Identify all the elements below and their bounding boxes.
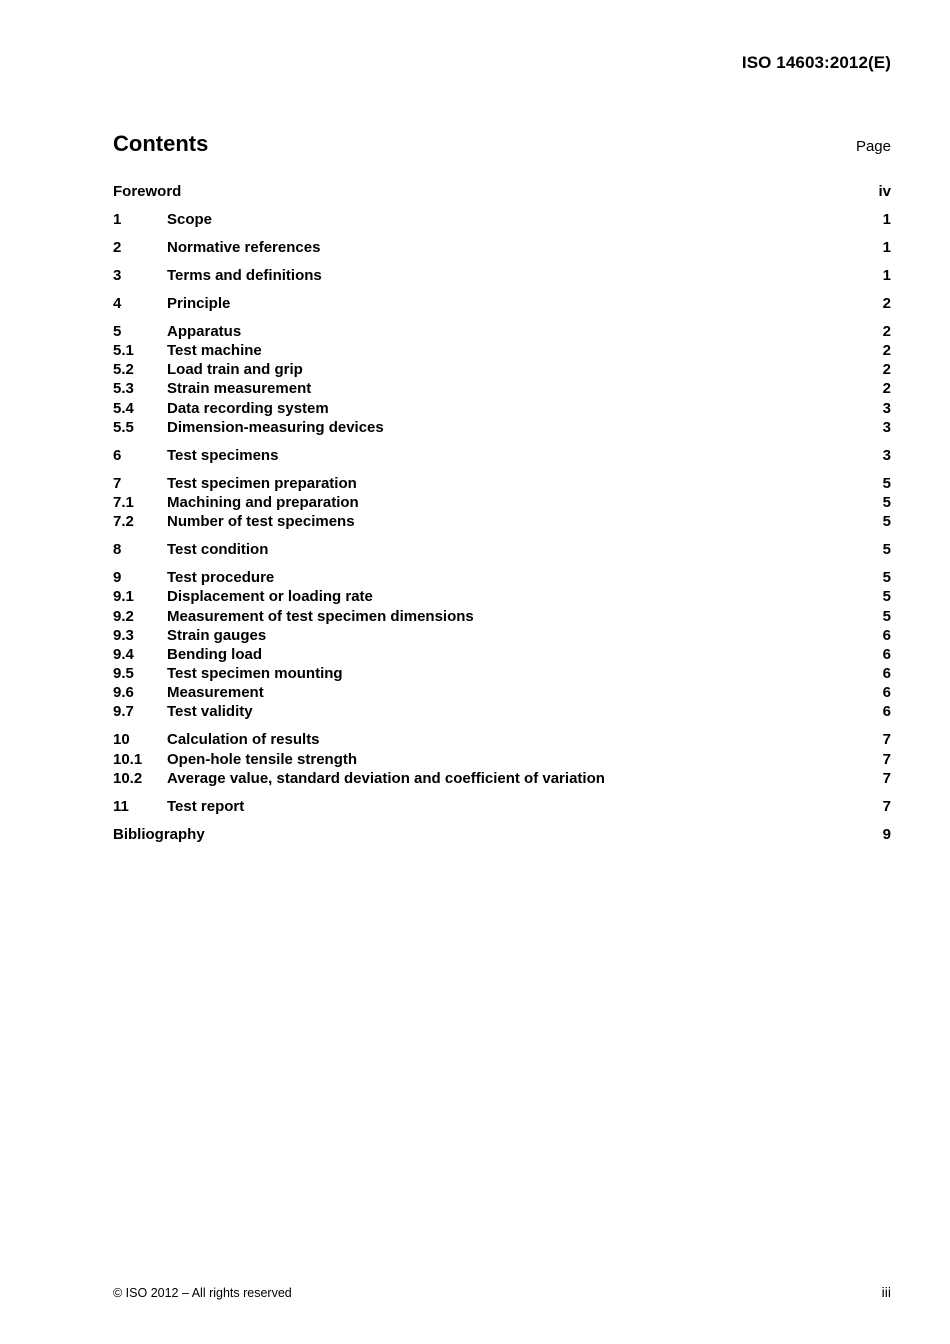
toc-entry-title: Apparatus bbox=[167, 322, 242, 340]
toc-entry-page: 1 bbox=[882, 266, 891, 284]
toc-entry-number: 1 bbox=[113, 210, 122, 228]
toc-entry-title: Strain gauges bbox=[167, 626, 267, 644]
toc-entry-page: 1 bbox=[882, 238, 891, 256]
toc-entry-page: 6 bbox=[882, 703, 891, 721]
toc-entry-load-train-and-grip[interactable] bbox=[113, 360, 891, 379]
toc-entry-page: 2 bbox=[882, 380, 891, 398]
toc-entry-title: Dimension-measuring devices bbox=[167, 418, 384, 436]
toc-entry-number: 9.5 bbox=[113, 665, 134, 683]
toc-entry-page: 9 bbox=[882, 825, 891, 843]
contents-title: Contents bbox=[113, 131, 209, 156]
toc-entry-title: Data recording system bbox=[167, 399, 329, 417]
toc-entry-page: 5 bbox=[882, 494, 891, 512]
toc-entry-page: 5 bbox=[882, 588, 891, 606]
toc-entry-number: 8 bbox=[113, 541, 122, 559]
toc-entry-number-of-test-specimens[interactable] bbox=[113, 512, 891, 531]
toc-entry-measurement-of-test-specimen-dimensions[interactable] bbox=[113, 607, 891, 626]
toc-entry-title: Calculation of results bbox=[167, 731, 320, 749]
toc-entry-strain-measurement[interactable] bbox=[113, 379, 891, 398]
toc-entry-number: 2 bbox=[113, 238, 122, 256]
toc-entry-number: 11 bbox=[113, 797, 129, 815]
table-of-contents bbox=[113, 182, 891, 844]
toc-entry-number: 9.1 bbox=[113, 588, 134, 606]
toc-entry-number: 9.2 bbox=[113, 607, 134, 625]
toc-entry-page: 5 bbox=[882, 607, 891, 625]
toc-entry-page: 7 bbox=[882, 769, 891, 787]
toc-entry-title: Terms and definitions bbox=[167, 266, 322, 284]
toc-entry-number: 5.2 bbox=[113, 361, 134, 379]
toc-entry-page: 6 bbox=[882, 626, 891, 644]
toc-entry-title: Principle bbox=[167, 294, 231, 312]
toc-entry-number: 9.3 bbox=[113, 626, 134, 644]
toc-entry-title: Open-hole tensile strength bbox=[167, 750, 358, 768]
toc-entry-calculation-of-results[interactable] bbox=[113, 730, 891, 749]
toc-entry-page: 5 bbox=[882, 569, 891, 587]
toc-entry-number: 6 bbox=[113, 446, 122, 464]
toc-entry-machining-and-preparation[interactable] bbox=[113, 493, 891, 512]
toc-entry-title: Scope bbox=[167, 210, 213, 228]
toc-entry-title: Bibliography bbox=[113, 825, 205, 843]
toc-entry-principle[interactable] bbox=[113, 294, 891, 313]
toc-entry-page: 7 bbox=[882, 797, 891, 815]
toc-entry-test-specimens[interactable] bbox=[113, 446, 891, 465]
toc-entry-number: 5 bbox=[113, 322, 122, 340]
toc-entry-number: 5.3 bbox=[113, 380, 134, 398]
toc-entry-title: Test specimen preparation bbox=[167, 474, 357, 492]
toc-entry-number: 5.1 bbox=[113, 342, 134, 360]
footer-page-number: iii bbox=[881, 1284, 891, 1300]
toc-entry-normative-references[interactable] bbox=[113, 238, 891, 257]
toc-entry-number: 10.2 bbox=[113, 769, 143, 787]
toc-entry-title: Test machine bbox=[167, 342, 262, 360]
toc-entry-number: 5.5 bbox=[113, 418, 134, 436]
toc-entry-page: 7 bbox=[882, 731, 891, 749]
toc-entry-page: 3 bbox=[882, 418, 891, 436]
toc-entry-bending-load[interactable] bbox=[113, 645, 891, 664]
toc-entry-page: 5 bbox=[882, 513, 891, 531]
toc-entry-foreword[interactable] bbox=[113, 182, 891, 201]
toc-entry-number: 9.7 bbox=[113, 703, 134, 721]
toc-entry-title: Foreword bbox=[113, 183, 182, 200]
toc-entry-title: Measurement of test specimen dimensions bbox=[167, 607, 474, 625]
toc-entry-title: Bending load bbox=[167, 645, 262, 663]
toc-entry-page: iv bbox=[878, 183, 891, 200]
toc-entry-title: Test specimens bbox=[167, 446, 279, 464]
toc-entry-strain-gauges[interactable] bbox=[113, 626, 891, 645]
toc-entry-page: 7 bbox=[882, 750, 891, 768]
toc-entry-title: Normative references bbox=[167, 238, 321, 256]
toc-entry-test-procedure[interactable] bbox=[113, 568, 891, 587]
toc-entry-test-specimen-mounting[interactable] bbox=[113, 664, 891, 683]
toc-entry-title: Load train and grip bbox=[167, 361, 303, 379]
toc-entry-test-condition[interactable] bbox=[113, 540, 891, 559]
toc-entry-title: Displacement or loading rate bbox=[167, 588, 373, 606]
toc-entry-displacement-or-loading-rate[interactable] bbox=[113, 587, 891, 606]
toc-entry-number: 5.4 bbox=[113, 399, 134, 417]
toc-entry-page: 6 bbox=[882, 645, 891, 663]
toc-entry-average-value[interactable] bbox=[113, 769, 891, 788]
toc-entry-number: 10.1 bbox=[113, 750, 143, 768]
toc-entry-number: 7.1 bbox=[113, 494, 134, 512]
toc-entry-number: 9.6 bbox=[113, 684, 134, 702]
toc-entry-title: Number of test specimens bbox=[167, 513, 355, 531]
toc-entry-page: 2 bbox=[882, 294, 891, 312]
toc-entry-title: Measurement bbox=[167, 684, 264, 702]
toc-entry-page: 5 bbox=[882, 474, 891, 492]
toc-entry-title: Test specimen mounting bbox=[167, 665, 343, 683]
toc-entry-dimension-measuring-devices[interactable] bbox=[113, 418, 891, 437]
toc-entry-page: 6 bbox=[882, 665, 891, 683]
toc-entry-data-recording-system[interactable] bbox=[113, 399, 891, 418]
footer-copyright: © ISO 2012 – All rights reserved bbox=[113, 1286, 292, 1300]
toc-entry-page: 6 bbox=[882, 684, 891, 702]
toc-entry-page: 5 bbox=[882, 541, 891, 559]
toc-entry-title: Test procedure bbox=[167, 569, 275, 587]
toc-entry-scope[interactable] bbox=[113, 210, 891, 229]
toc-entry-page: 2 bbox=[882, 342, 891, 360]
toc-entry-page: 2 bbox=[882, 361, 891, 379]
toc-entry-open-hole-tensile-strength[interactable] bbox=[113, 750, 891, 769]
toc-entry-page: 2 bbox=[882, 322, 891, 340]
toc-entry-title: Strain measurement bbox=[167, 380, 312, 398]
toc-entry-title: Machining and preparation bbox=[167, 494, 359, 512]
toc-entry-title: Test validity bbox=[167, 703, 253, 721]
toc-entry-title: Test report bbox=[167, 797, 245, 815]
page-column-label: Page bbox=[855, 138, 891, 155]
toc-entry-test-specimen-preparation[interactable] bbox=[113, 474, 891, 493]
toc-entry-test-machine[interactable] bbox=[113, 341, 891, 360]
toc-entry-number: 3 bbox=[113, 266, 122, 284]
toc-entry-number: 9.4 bbox=[113, 645, 134, 663]
toc-entry-number: 10 bbox=[113, 731, 130, 749]
toc-entry-title: Test condition bbox=[167, 541, 269, 559]
toc-entry-measurement[interactable] bbox=[113, 683, 891, 702]
toc-entry-number: 4 bbox=[113, 294, 122, 312]
document-id: ISO 14603:2012(E) bbox=[741, 53, 891, 72]
toc-entry-number: 7 bbox=[113, 474, 122, 492]
toc-entry-page: 3 bbox=[882, 446, 891, 464]
toc-entry-title: Average value, standard deviation and coefficient of variation bbox=[167, 769, 605, 787]
toc-entry-page: 3 bbox=[882, 399, 891, 417]
toc-entry-number: 7.2 bbox=[113, 513, 134, 531]
toc-entry-number: 9 bbox=[113, 569, 122, 587]
toc-entry-apparatus[interactable] bbox=[113, 322, 891, 341]
toc-entry-test-report[interactable] bbox=[113, 797, 891, 816]
toc-entry-terms-and-definitions[interactable] bbox=[113, 266, 891, 285]
toc-entry-bibliography[interactable] bbox=[113, 825, 891, 844]
toc-entry-test-validity[interactable] bbox=[113, 702, 891, 721]
toc-entry-page: 1 bbox=[882, 210, 891, 228]
